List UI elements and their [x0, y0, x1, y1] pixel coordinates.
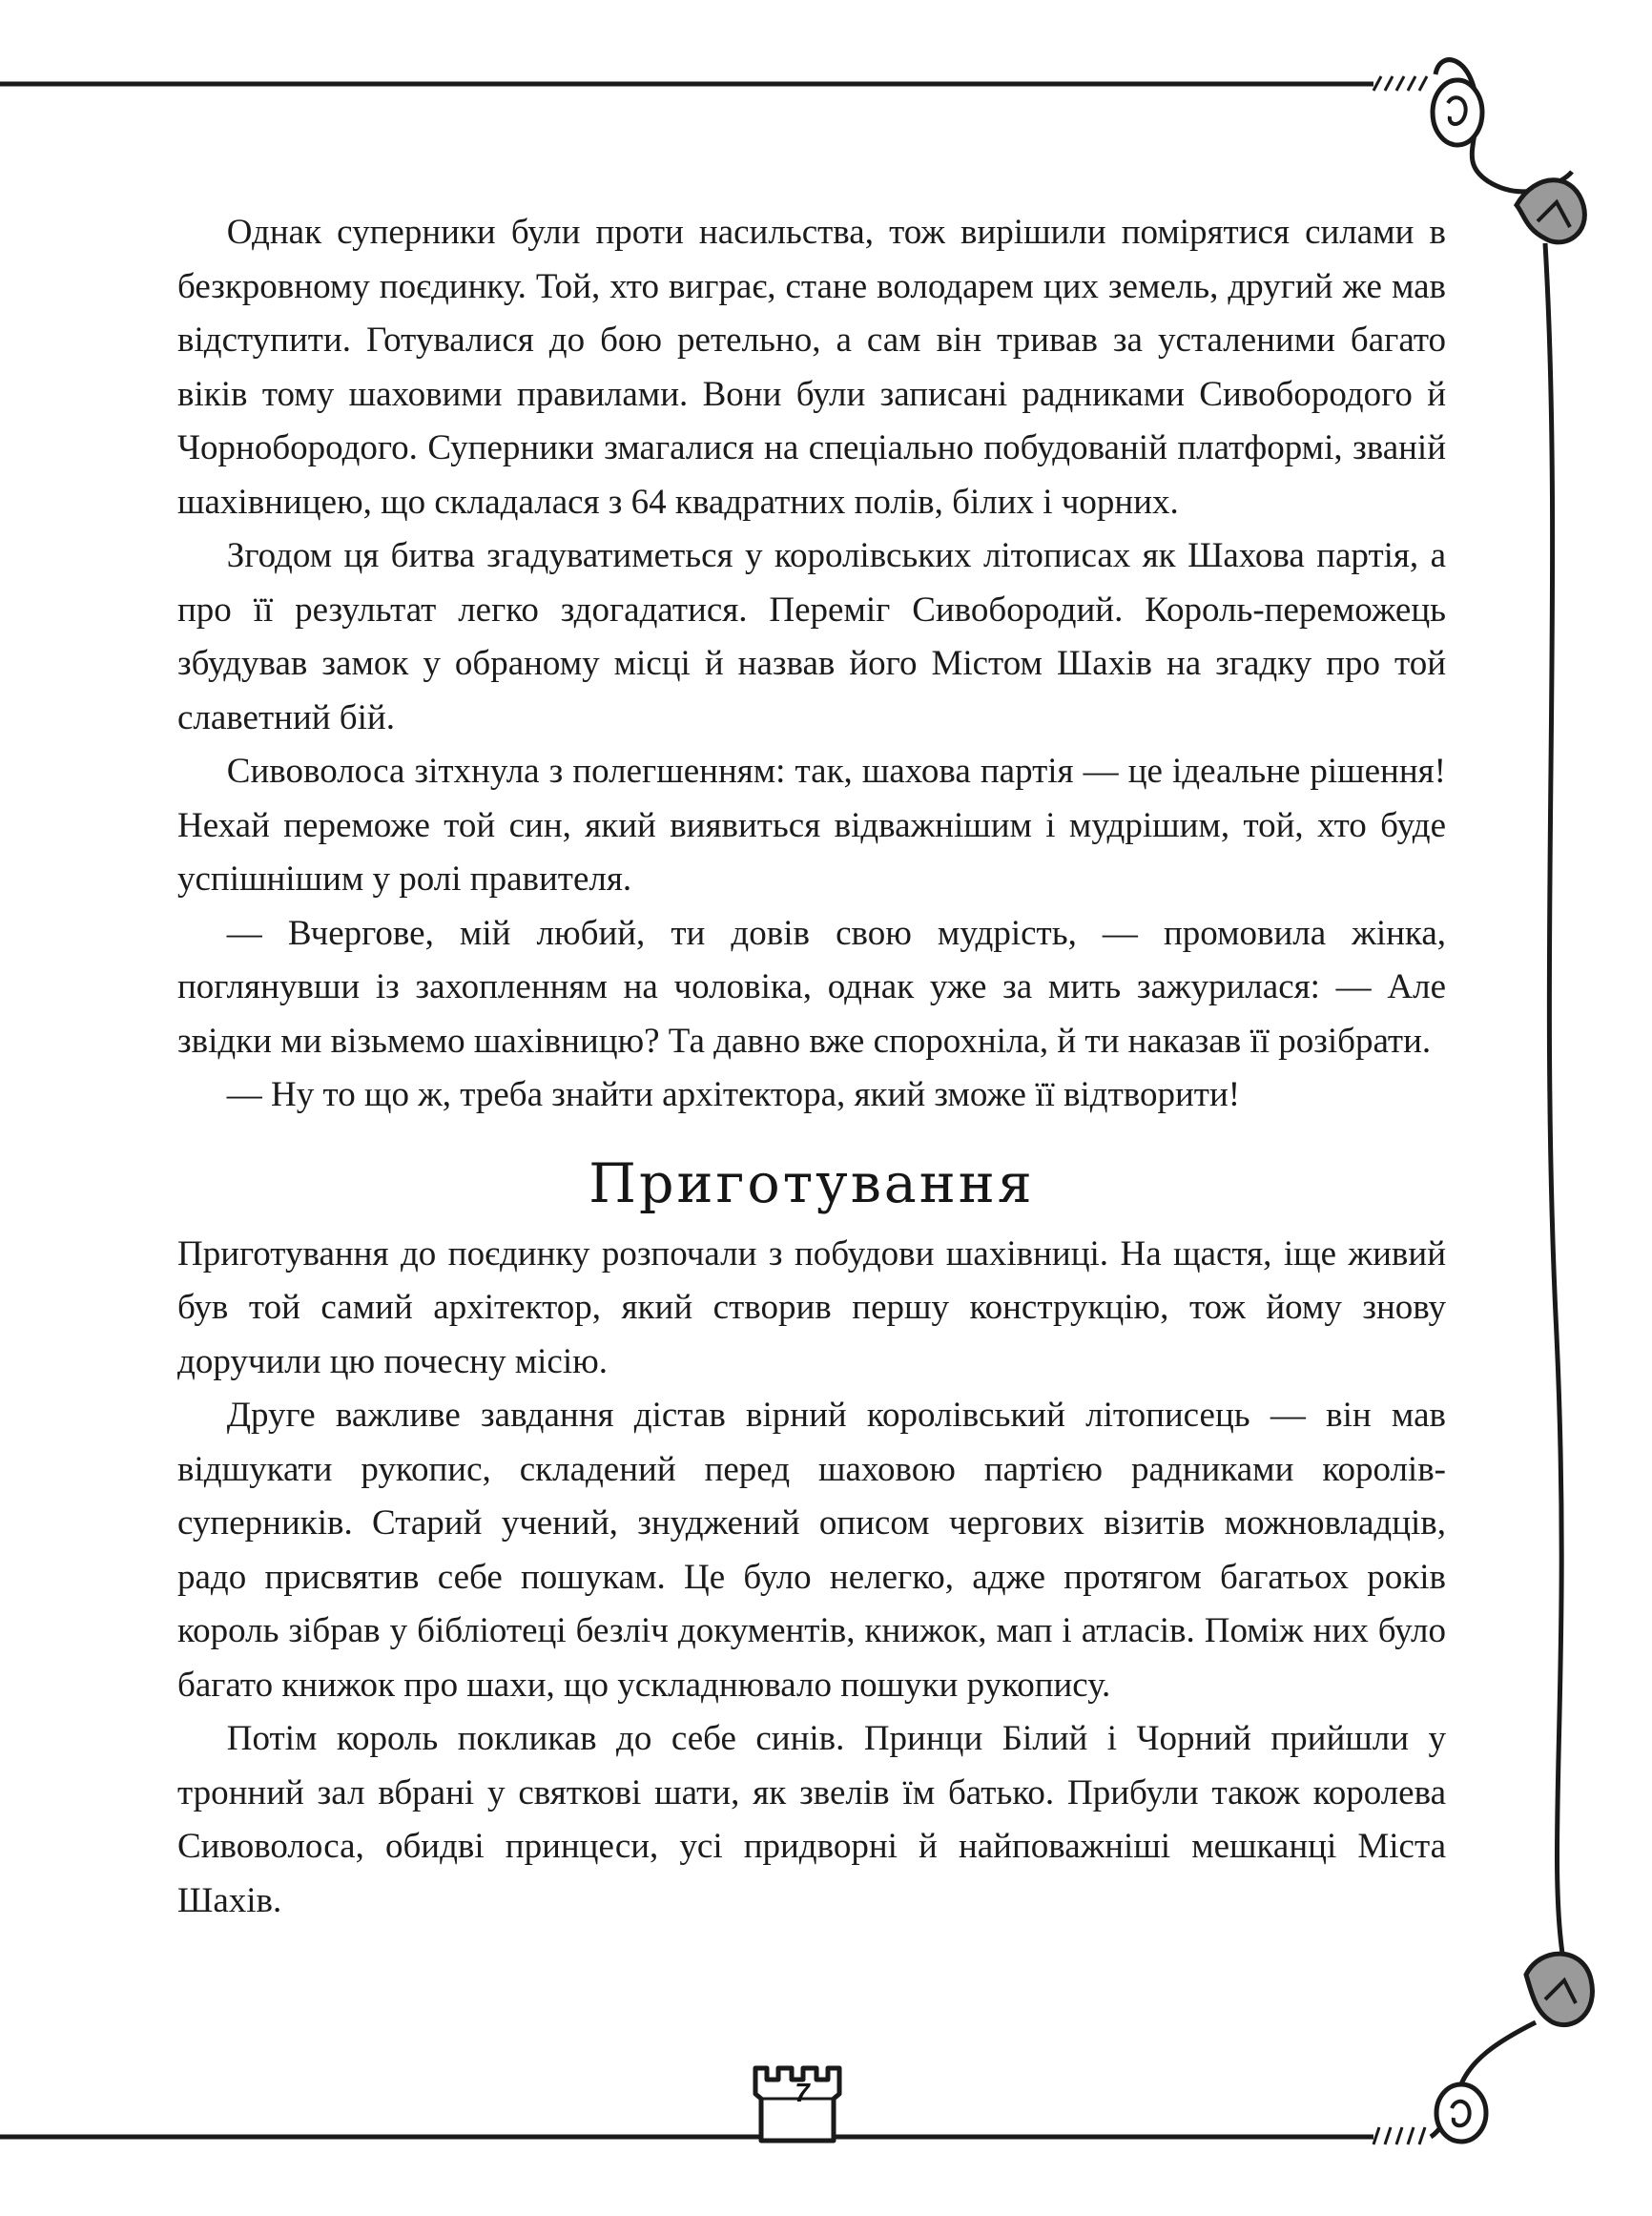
page-text: [177, 206, 1446, 1928]
paragraph: Потім король покликав до себе синів. Принци Білий і Чорний прийшли у тронний зал вбрані у святкові шати, як звелів їм батько. Прибули також королева Сивоволоса, обидві принцеси, усі придворні й найповажніші мешканці Міста Шахів.: [177, 1719, 1446, 1920]
paragraph: Згодом ця битва згадуватиметься у королівських літописах як Шахова партія, а про її результат легко здогадатися. Переміг Сивобородий. Король-переможець збудував замок у обраному місці й назвав його Містом Шахів на згадку про той славетний бій.: [177, 536, 1446, 737]
paragraph: — Вчергове, мій любий, ти довів свою мудрість, — промовила жінка, поглянувши із захопленням на чоловіка, однак уже за мить зажурилася: — Але звідки ми візьмемо шахівницю? Та давно вже спорохніла, й ти наказав її розібрати.: [177, 913, 1446, 1061]
top-hatch-marks: [1373, 76, 1427, 91]
section-heading: Приготування: [589, 1151, 1035, 1215]
paragraph: Сивоволоса зітхнула з полегшенням: так, шахова партія — це ідеальне рішення! Нехай переможе той син, який виявиться відважнішим і мудрішим, той, хто буде успішнішим у ролі правителя.: [177, 752, 1446, 899]
paragraph: Друге важливе завдання дістав вірний королівський літописець — він мав відшукати рукопис, складений перед шаховою партією радниками королів-суперників. Старий учений, знуджений описом чергових візитів можновладців, радо присвятив себе пошукам. Це було нелегко, адже протягом багатьох років король зібрав у бібліотеці безліч документів, книжок, мап і атласів. Поміж них було багато книжок про шахи, що ускладнювало пошуки рукопису.: [177, 1396, 1446, 1705]
paragraph: Однак суперники були проти насильства, тож вирішили помірятися силами в безкровному поєдинку. Той, хто виграє, стане володарем цих земель, другий же мав відступити. Готувалися до бою ретельно, а сам він тривав за усталеними багато віків тому шаховими правилами. Вони були записані радниками Сивобородого й Чорнобородого. Суперники змагалися на спеціально побудованій платформі, званій шахівницею, що складалася з 64 квадратних полів, білих і чорних.: [177, 213, 1446, 522]
paragraph: — Ну то що ж, треба знайти архітектора, який зможе її відтворити!: [226, 1075, 1241, 1114]
bottom-scroll-curl: [1431, 1954, 1592, 2142]
page-number: 7: [795, 2078, 810, 2107]
paragraph: Приготування до поєдинку розпочали з побудови шахівниці. На щастя, іще живий був той самий архітектор, який створив першу конструкцію, тож йому знову доручили цю почесну місію.: [177, 1233, 1446, 1381]
bottom-hatch-marks: [1373, 2127, 1425, 2144]
right-border-line: [1545, 243, 1564, 1965]
top-scroll-curl: [1433, 60, 1584, 242]
